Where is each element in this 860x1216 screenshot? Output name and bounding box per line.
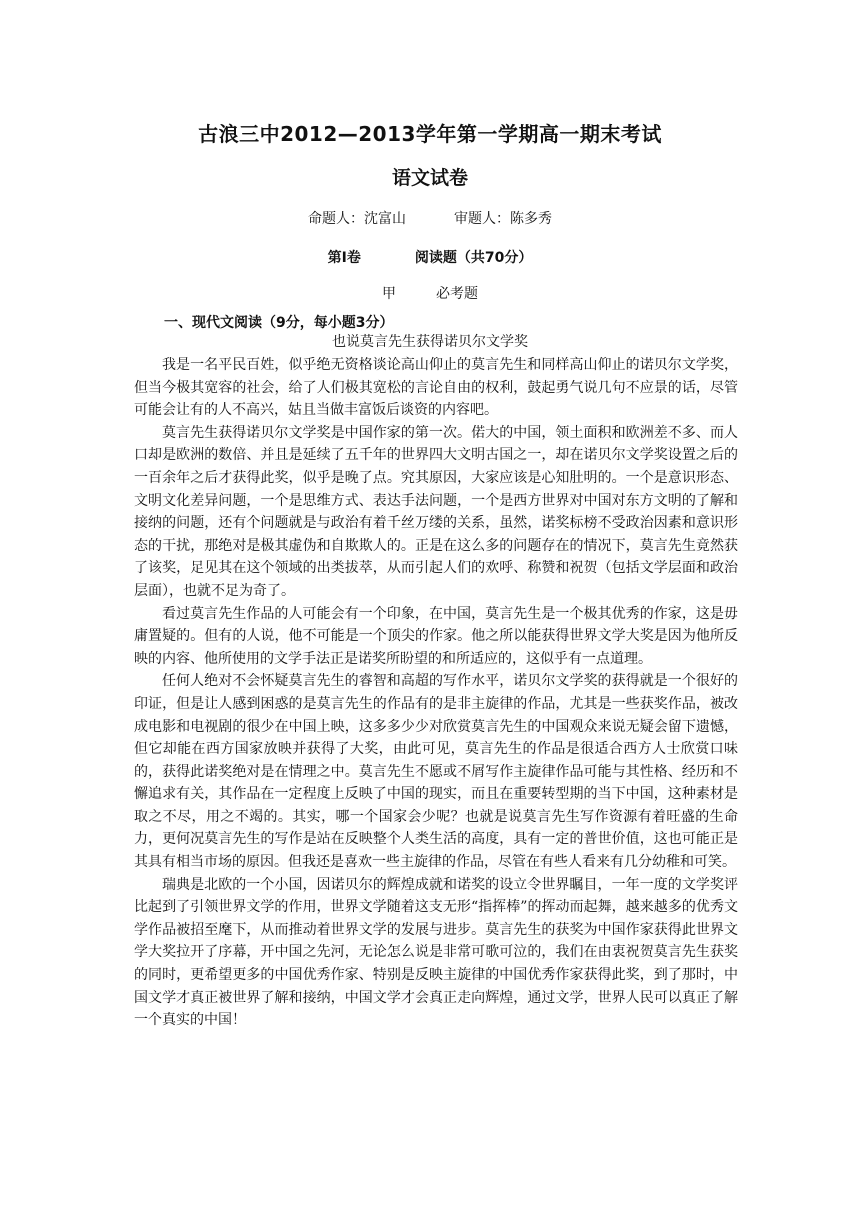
exam-title: 古浪三中2012—2013学年第一学期高一期末考试 (198, 122, 662, 146)
subsection-name: 必考题 (436, 286, 478, 302)
article-body (134, 354, 738, 1032)
exam-subtitle: 语文试卷 (391, 167, 468, 189)
subsection-heading (0, 283, 860, 303)
subsection-part: 甲 (382, 286, 396, 302)
paragraph: 看过莫言先生作品的人可能会有一个印象，在中国，莫言先生是一个极其优秀的作家，这是毋庸置疑的。但有的人说，他不可能是一个顶尖的作家。他之所以能获得世界文学大奖是因为他所反映的内容、他所使用的文学手法正是诺奖所盼望的和所适应的，这似乎有一点道理。 (134, 605, 738, 667)
section-name: 阅读题（共70分） (414, 250, 533, 266)
question-heading: 一、现代文阅读（9分，每小题3分） (164, 315, 394, 331)
exam-authors (0, 208, 860, 228)
section-volume: 第Ⅰ卷 (327, 250, 361, 266)
paragraph: 我是一名平民百姓，似乎绝无资格谈论高山仰止的莫言先生和同样高山仰止的诺贝尔文学奖，但当今极其宽容的社会，给了人们极其宽松的言论自由的权利，鼓起勇气说几句不应景的话，尽管可能会让有的人不高兴，姑且当做丰富饭后谈资的内容吧。 (134, 357, 738, 419)
setter-label: 命题人：沈富山 (308, 211, 406, 227)
reviewer-label: 审题人：陈多秀 (454, 211, 552, 227)
section-heading (0, 247, 860, 267)
article-title: 也说莫言先生获得诺贝尔文学奖 (332, 334, 528, 350)
paragraph: 任何人绝对不会怀疑莫言先生的睿智和高超的写作水平，诺贝尔文学奖的获得就是一个很好的印证，但是让人感到困惑的是莫言先生的作品有的是非主旋律的作品，尤其是一些获奖作品，被改成电影和电视剧的很少在中国上映，这多多少少对欣赏莫言先生的中国观众来说无疑会留下遗憾，但它却能在西方国家放映并获得了大奖，由此可见，莫言先生的作品是很适合西方人士欣赏口味的，获得此诺奖绝对是在情理之中。莫言先生不愿或不屑写作主旋律作品可能与其性格、经历和不懈追求有关，其作品在一定程度上反映了中国的现实，而且在重要转型期的当下中国，这种素材是取之不尽，用之不竭的。其实，哪一个国家会少呢？也就是说莫言先生写作资源有着旺盛的生命力，更何况莫言先生的写作是站在反映整个人类生活的高度，具有一定的普世价值，这也可能正是其具有相当市场的原因。但我还是喜欢一些主旋律的作品，尽管在有些人看来有几分幼稚和可笑。 (134, 673, 738, 871)
paragraph: 瑞典是北欧的一个小国，因诺贝尔的辉煌成就和诺奖的设立令世界瞩目，一年一度的文学奖评比起到了引领世界文学的作用，世界文学随着这支无形“指挥棒”的挥动而起舞，越来越多的优秀文学作品被招至麾下，从而推动着世界文学的发展与进步。莫言先生的获奖为中国作家获得此世界文学大奖拉开了序幕，开中国之先河，无论怎么说是非常可歌可泣的，我们在由衷祝贺莫言先生获奖的同时，更希望更多的中国优秀作家、特别是反映主旋律的中国优秀作家获得此奖，到了那时，中国文学才真正被世界了解和接纳，中国文学才会真正走向辉煌，通过文学，世界人民可以真正了解一个真实的中国！ (134, 876, 738, 1029)
paragraph: 莫言先生获得诺贝尔文学奖是中国作家的第一次。偌大的中国，领土面积和欧洲差不多、而人口却是欧洲的数倍、并且是延续了五千年的世界四大文明古国之一，却在诺贝尔文学奖设置之后的一百余年之后才获得此奖，似乎是晚了点。究其原因，大家应该是心知肚明的。一个是意识形态、文明文化差异问题，一个是思维方式、表达手法问题，一个是西方世界对中国对东方文明的了解和接纳的问题，还有个问题就是与政治有着千丝万缕的关系，虽然，诺奖标榜不受政治因素和意识形态的干扰，那绝对是极其虚伪和自欺欺人的。正是在这么多的问题存在的情况下，莫言先生竟然获了该奖，足见其在这个领域的出类拔萃，从而引起人们的欢呼、称赞和祝贺（包括文学层面和政治层面），也就不足为奇了。 (134, 424, 738, 599)
